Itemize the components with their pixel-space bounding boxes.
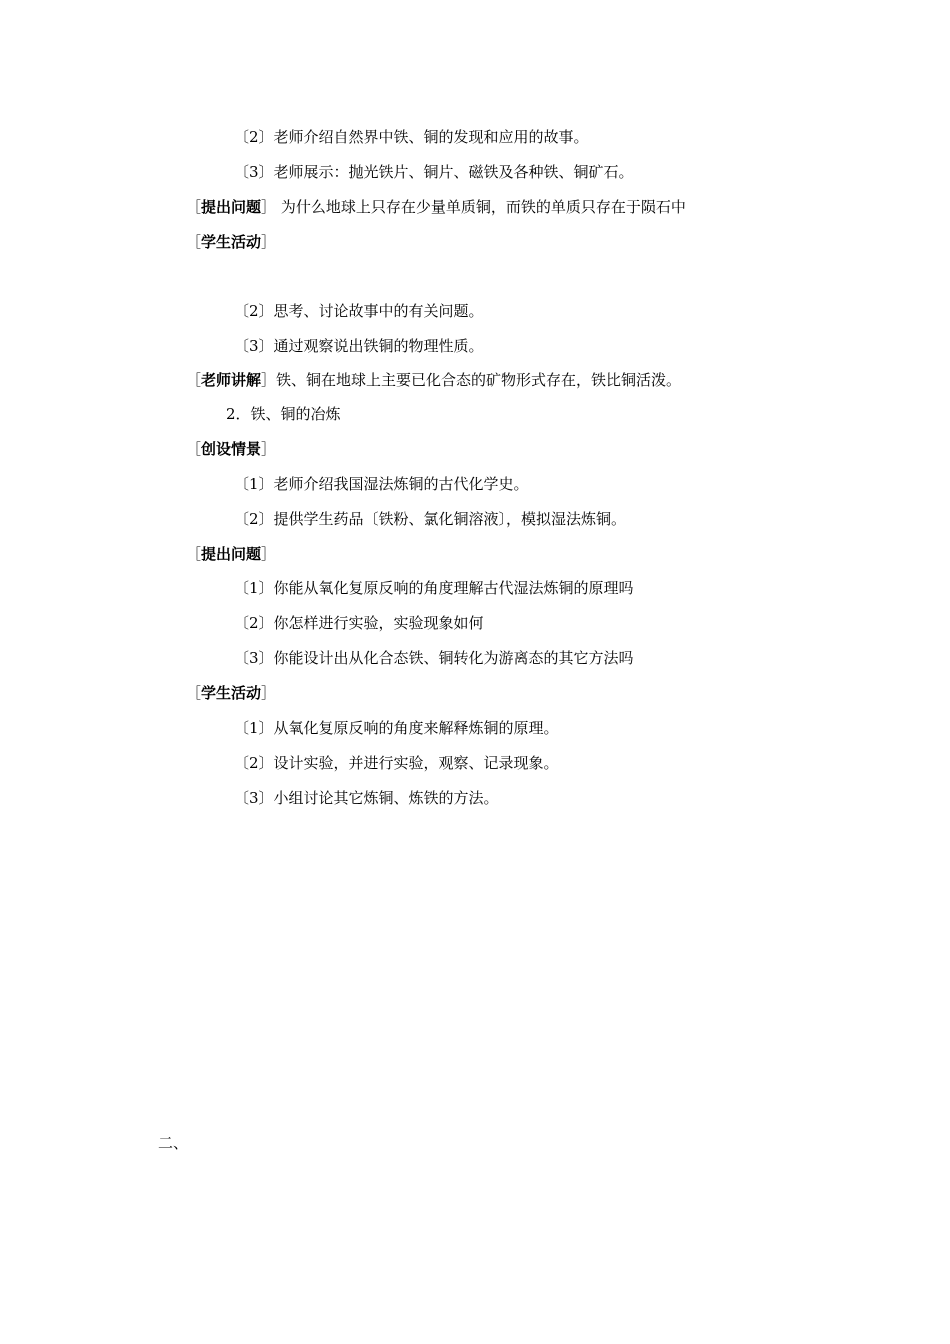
paragraph-question-item-2: 〔2〕你怎样进行实验，实验现象如何 (234, 614, 484, 632)
bracket-close: ］ (261, 233, 277, 251)
paragraph-observe: 〔3〕通过观察说出铁铜的物理性质。 (234, 337, 484, 355)
paragraph-question-item-3: 〔3〕你能设计出从化合态铁、铜转化为游离态的其它方法吗 (234, 649, 634, 667)
paragraph-create-scenario (186, 439, 276, 459)
bracket-open: ［ (186, 371, 202, 389)
section-tag-ask-question: 提出问题 (201, 198, 262, 216)
question-text: 为什么地球上只存在少量单质铜，而铁的单质只存在于陨石中 (280, 198, 686, 216)
section-number-two: 二、 (158, 1134, 189, 1152)
bracket-open: ［ (186, 233, 202, 251)
paragraph-teacher-demo: 〔3〕老师展示：抛光铁片、铜片、磁铁及各种铁、铜矿石。 (234, 163, 634, 181)
bracket-open: ［ (186, 440, 202, 458)
paragraph-activity-item-1: 〔1〕从氧化复原反响的角度来解释炼铜的原理。 (234, 719, 559, 737)
section-tag-teacher-explain: 老师讲解 (201, 371, 262, 389)
paragraph-history: 〔1〕老师介绍我国湿法炼铜的古代化学史。 (234, 475, 529, 493)
paragraph-question-1 (186, 197, 686, 217)
bracket-close: ］ (261, 545, 277, 563)
paragraph-activity-item-2: 〔2〕设计实验，并进行实验，观察、记录现象。 (234, 754, 559, 772)
explain-text: 铁、铜在地球上主要已化合态的矿物形式存在，铁比铜活泼。 (276, 371, 682, 389)
bracket-open: ［ (186, 198, 202, 216)
paragraph-question-item-1: 〔1〕你能从氧化复原反响的角度理解古代湿法炼铜的原理吗 (234, 579, 634, 597)
bracket-open: ［ (186, 545, 202, 563)
bracket-close: ］ (261, 440, 277, 458)
section-tag-student-activity: 学生活动 (201, 684, 262, 702)
section-tag-ask-question: 提出问题 (201, 545, 262, 563)
section-tag-student-activity: 学生活动 (201, 233, 262, 251)
paragraph-activity-item-3: 〔3〕小组讨论其它炼铜、炼铁的方法。 (234, 789, 499, 807)
paragraph-teacher-explain (186, 370, 681, 390)
paragraph-story-intro: 〔2〕老师介绍自然界中铁、铜的发现和应用的故事。 (234, 128, 589, 146)
bracket-close: ］ (261, 684, 277, 702)
paragraph-question-2 (186, 544, 276, 564)
bracket-close: ］ (261, 371, 277, 389)
paragraph-discuss: 〔2〕思考、讨论故事中的有关问题。 (234, 302, 484, 320)
paragraph-student-activity-2 (186, 683, 276, 703)
paragraph-materials: 〔2〕提供学生药品〔铁粉、氯化铜溶液〕，模拟湿法炼铜。 (234, 510, 627, 528)
heading-smelting: 2．铁、铜的冶炼 (226, 405, 341, 423)
bracket-close: ］ (261, 198, 277, 216)
paragraph-student-activity-1 (186, 232, 276, 252)
bracket-open: ［ (186, 684, 202, 702)
section-tag-create-scenario: 创设情景 (201, 440, 262, 458)
